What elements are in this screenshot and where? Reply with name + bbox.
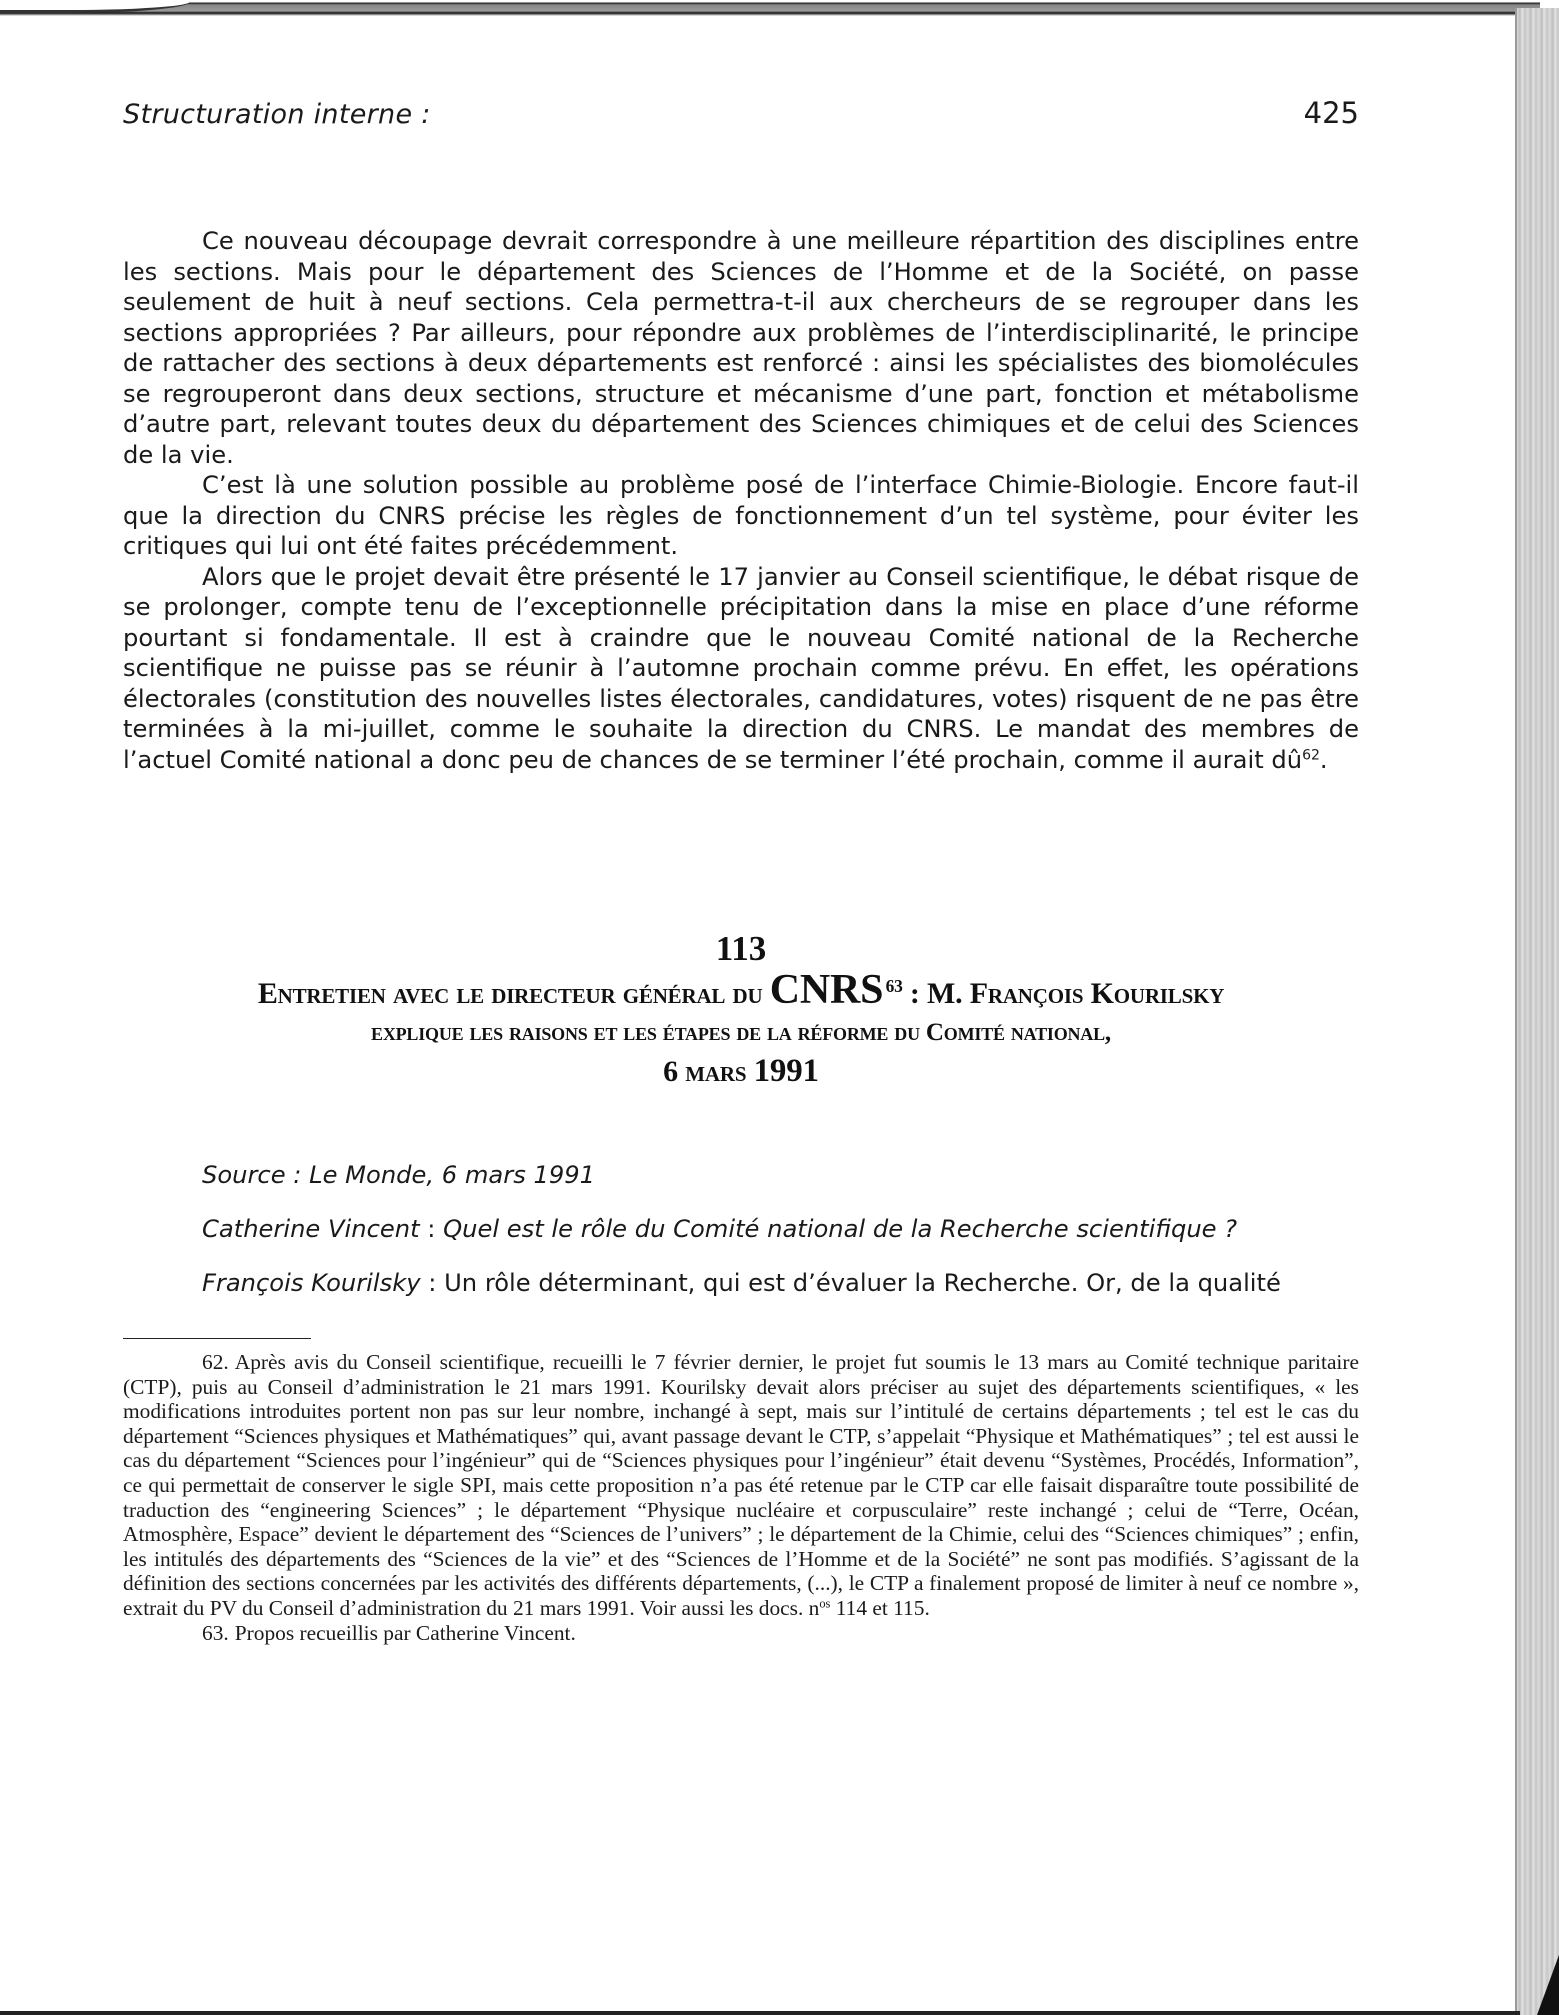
document-title-line-3	[123, 1051, 1359, 1092]
footnote-ref-62[interactable]: 62	[1302, 746, 1320, 763]
interview	[202, 1160, 1359, 1322]
footnote-ref-63[interactable]: 63	[885, 976, 903, 997]
scan-bottom-edge	[0, 2011, 1520, 2015]
paragraph-end: .	[1319, 745, 1328, 774]
paragraph	[123, 562, 1359, 776]
answer-text: Un rôle déterminant, qui est d’évaluer la Recherche. Or, de la qualité	[444, 1269, 1281, 1297]
question-text: Quel est le rôle du Comité national de la Recherche scientifique ?	[443, 1215, 1238, 1243]
title-date-year: 1991	[753, 1053, 819, 1089]
title-part-2: : M. François Kourilsky	[902, 977, 1225, 1010]
question-separator: :	[419, 1215, 444, 1243]
document-heading	[123, 928, 1359, 1092]
title-part-1: Entretien avec le directeur général du	[257, 977, 770, 1010]
book-corner-shadow	[1537, 1955, 1559, 2015]
footnote-number: 63.	[202, 1620, 229, 1645]
source-line: Source : Le Monde, 6 mars 1991	[202, 1161, 596, 1189]
body-text	[123, 226, 1359, 775]
footnote-separator	[123, 1338, 311, 1339]
footnote-number: 62.	[202, 1350, 229, 1374]
paragraph: C’est là une solution possible au problème posé de l’interface Chimie-Biologie. Encore faut-il que la direction du CNRS précise les règles de fonctionnement d’un tel système, pour éviter les critiques qui lui ont été faites précédemment.	[123, 471, 1359, 560]
scan-top-edge	[0, 0, 1540, 16]
paragraph-text: Alors que le projet devait être présenté le 17 janvier au Conseil scientifique, le débat risque de se prolonger, compte tenu de l’exceptionnelle précipitation dans la mise en place d’une réforme pourtant si fondamentale. Il est à craindre que le nouveau Comité national de la Recherche scientifique ne puisse pas se réunir à l’automne prochain comme prévu. En effet, les opérations électorales (constitution des nouvelles listes électorales, candidatures, votes) risquent de ne pas être terminées à la mi-juillet, comme le souhaite la direction du CNRS. Le mandat des membres de l’actuel Comité national a donc peu de chances de se terminer l’été prochain, comme il aurait dû	[123, 562, 1359, 774]
footnote-63	[123, 1621, 1359, 1646]
title-cnrs: CNRS	[769, 967, 884, 1013]
paragraph: Ce nouveau découpage devrait correspondre à une meilleure répartition des disciplines entre les sections. Mais pour le département des Sciences de l’Homme et de la Société, on passe seulement de huit à neuf sections. Cela permettra-t-il aux chercheurs de se regrouper dans les sections appropriées ? Par ailleurs, pour répondre aux problèmes de l’interdisciplinarité, le principe de rattacher des sections à deux départements est renforcé : ainsi les spécialistes des biomolécules se regrouperont dans deux sections, structure et mécanisme d’une part, fonction et métabolisme d’autre part, relevant toutes deux du département des Sciences chimiques et de celui des Sciences de la vie.	[123, 227, 1359, 469]
question-speaker: Catherine Vincent	[202, 1215, 420, 1243]
document-title-line-2: explique les raisons et les étapes de la réforme du Comité national,	[371, 1019, 1111, 1046]
footnote-text-end: 114 et 115.	[830, 1595, 930, 1620]
footnote-62	[123, 1350, 1359, 1621]
document-number: 113	[715, 929, 767, 968]
footnote-text: Après avis du Conseil scientifique, recueilli le 7 février dernier, le projet fut soumis le 13 mars au Comité technique paritaire (CTP), puis au Conseil d’administration le 21 mars 1991. Kourilsky devait alors préciser au sujet des départements scientifiques, « les modifications introduites portent non pas sur leur nombre, inchangé à sept, mais sur l’intitulé de certains départements ; tel est le cas du département “Sciences physiques et Mathématiques” qui, avant passage devant le CTP, s’appelait “Physique et Mathématiques” ; tel est aussi le cas du département “Sciences pour l’ingénieur” qui de “Sciences physiques pour l’ingénieur” était devenu “Systèmes, Procédés, Information”, ce qui permettait de conserver le sigle SPI, mais cette proposition n’a pas été retenue par le CTP car elle faisait disparaître toute possibilité de traduction des “engineering Sciences” ; le département “Physique nucléaire et corpusculaire” reste inchangé ; celui de “Terre, Océan, Atmosphère, Espace” devient le département des “Sciences de l’univers” ; le département de la Chimie, celui des “Sciences chimiques” ; enfin, les intitulés des départements des “Sciences de la vie” et des “Sciences de l’Homme et de la Société” ne sont pas modifiés. S’agissant de la définition des sections concernées par les activités des différents départements, (...), le CTP a finalement proposé de limiter à neuf ce nombre », extrait du PV du Conseil d’administration du 21 mars 1991. Voir aussi les docs. n	[123, 1350, 1359, 1620]
running-title: Structuration interne :	[123, 99, 431, 130]
answer-speaker: François Kourilsky	[202, 1269, 421, 1297]
page-number: 425	[1303, 96, 1359, 130]
footnote-superscript: os	[819, 1596, 831, 1611]
answer-separator: :	[420, 1269, 445, 1297]
document-title-line-1	[123, 967, 1359, 1014]
book-page-stack	[1515, 8, 1559, 2015]
answer-line	[202, 1268, 1359, 1298]
running-header	[123, 96, 1359, 136]
question-line	[202, 1214, 1359, 1244]
footnotes	[123, 1350, 1359, 1645]
title-date-day: 6 mars	[663, 1055, 754, 1088]
footnote-text: Propos recueillis par Catherine Vincent.	[234, 1620, 576, 1645]
